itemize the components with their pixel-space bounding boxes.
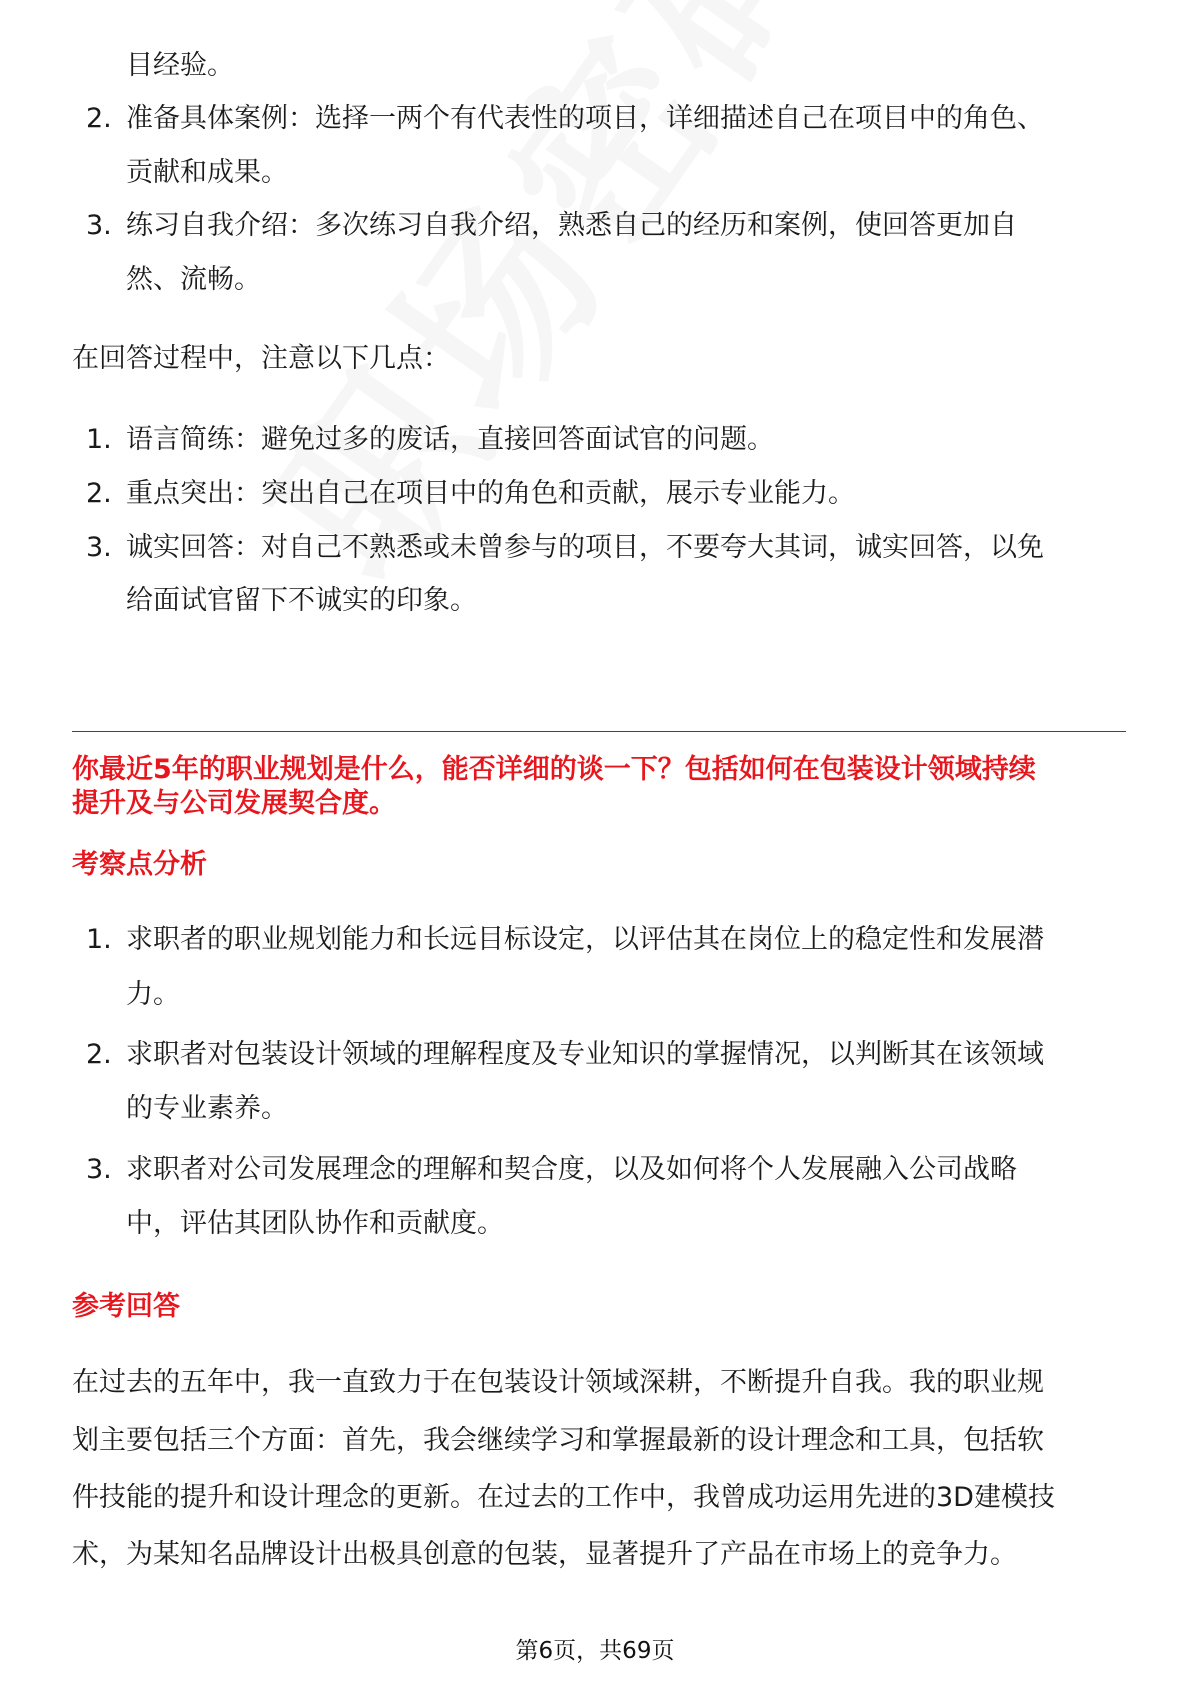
list-text: 求职者对包装设计领域的理解程度及专业知识的掌握情况，以判断其在该领域 [126,1039,1044,1070]
list-number: 3. [86,1154,112,1185]
answer-paragraph-line: 件技能的提升和设计理念的更新。在过去的工作中，我曾成功运用先进的3D建模技 [72,1482,1055,1513]
list-item [86,1037,1044,1073]
list-text: 诚实回答：对自己不熟悉或未曾参与的项目，不要夸大其词，诚实回答，以免 [126,532,1044,563]
question-heading-cont: 提升及与公司发展契合度。 [72,788,396,819]
list-number: 1. [86,424,112,455]
answer-paragraph-line: 术，为某知名品牌设计出极具创意的包装，显著提升了产品在市场上的竞争力。 [72,1539,1017,1570]
list-item-continuation: 给面试官留下不诚实的印象。 [126,585,477,616]
list-item-continuation: 力。 [126,979,180,1010]
list-text: 语言简练：避免过多的废话，直接回答面试官的问题。 [126,424,774,455]
list-item [86,476,855,512]
list-text: 练习自我介绍：多次练习自我介绍，熟悉自己的经历和案例，使回答更加自 [126,210,1017,241]
list-text: 求职者的职业规划能力和长远目标设定，以评估其在岗位上的稳定性和发展潜 [126,924,1044,955]
page-footer: 第6页，共69页 [515,1638,675,1664]
list-item [86,101,1044,137]
answer-paragraph-line: 划主要包括三个方面：首先，我会继续学习和掌握最新的设计理念和工具，包括软 [72,1425,1044,1456]
question-heading: 你最近5年的职业规划是什么，能否详细的谈一下？包括如何在包装设计领域持续 [72,754,1036,785]
list-text: 求职者对公司发展理念的理解和契合度，以及如何将个人发展融入公司战略 [126,1154,1017,1185]
list-item [86,422,774,458]
answer-heading: 参考回答 [72,1291,180,1322]
list-number: 2. [86,478,112,509]
list-number: 3. [86,210,112,241]
section-divider [72,731,1126,732]
list-item [86,1152,1017,1188]
list-item [86,922,1044,958]
list-number: 2. [86,103,112,134]
list-text: 准备具体案例：选择一两个有代表性的项目，详细描述自己在项目中的角色、 [126,103,1044,134]
answer-paragraph-line: 在过去的五年中，我一直致力于在包装设计领域深耕，不断提升自我。我的职业规 [72,1367,1044,1398]
list-item-continuation: 的专业素养。 [126,1093,288,1124]
notes-intro: 在回答过程中，注意以下几点： [72,343,450,374]
list-item-continuation: 贡献和成果。 [126,157,288,188]
list-item-continuation: 然、流畅。 [126,264,261,295]
list-number: 1. [86,924,112,955]
list-text: 重点突出：突出自己在项目中的角色和贡献，展示专业能力。 [126,478,855,509]
list-item-continuation: 中，评估其团队协作和贡献度。 [126,1208,504,1239]
list-item-continuation: 目经验。 [126,50,234,81]
analysis-heading: 考察点分析 [72,849,207,880]
watermark [250,0,1101,609]
list-number: 3. [86,532,112,563]
list-item [86,530,1044,566]
list-item [86,208,1017,244]
list-number: 2. [86,1039,112,1070]
